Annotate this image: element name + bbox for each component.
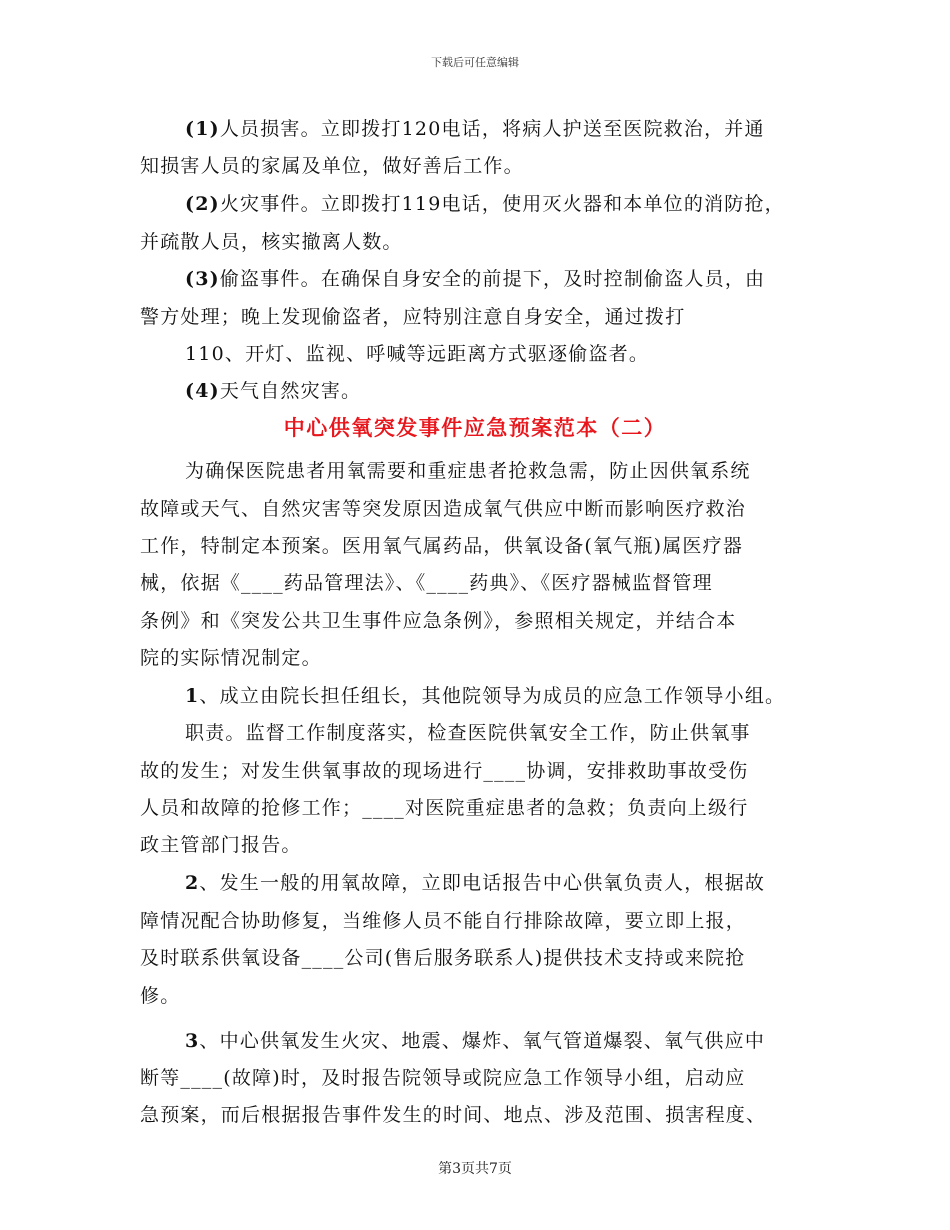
- item-2-line-2: 并疏散人员，核实撤离人数。: [140, 231, 403, 253]
- duty-line: 职责。监督工作制度落实，检查医院供氧安全工作，防止供氧事: [185, 722, 751, 744]
- point-3-line-1: 3、中心供氧发生火灾、地震、爆炸、氧气管道爆裂、氧气供应中: [185, 1030, 766, 1052]
- page-footer: 第3页共7页: [438, 1161, 512, 1177]
- item-1-number: (1): [185, 118, 220, 140]
- item-2-line-1: (2)火灾事件。立即拨打119电话，使用灭火器和本单位的消防抢，: [185, 193, 785, 215]
- item-1-line-2: 知损害人员的家属及单位，做好善后工作。: [140, 155, 524, 177]
- point-2-line: 修。: [140, 985, 181, 1007]
- page-header: 下载后可任意编辑: [431, 56, 519, 69]
- item-4-number: (4): [185, 380, 220, 402]
- point-2-line: 及时联系供氧设备____公司(售后服务联系人)提供技术支持或来院抢: [140, 947, 746, 969]
- point-1-line: 1、成立由院长担任组长，其他院领导为成员的应急工作领导小组。: [185, 685, 786, 707]
- item-3-line-2: 警方处理；晚上发现偷盗者，应特别注意自身安全，通过拨打: [140, 306, 686, 328]
- point-3-number: 3: [185, 1030, 200, 1052]
- intro-line: 条例》和《突发公共卫生事件应急条例》，参照相关规定，并结合本: [140, 610, 737, 632]
- duty-line: 政主管部门报告。: [140, 834, 302, 856]
- point-2-line-1: 2、发生一般的用氧故障，立即电话报告中心供氧负责人，根据故: [185, 872, 766, 894]
- section-title: 中心供氧突发事件应急预案范本（二）: [283, 415, 667, 440]
- point-3-line: 断等____(故障)时，及时报告院领导或院应急工作领导小组，启动应: [140, 1067, 746, 1089]
- point-1-number: 1: [185, 685, 200, 707]
- duty-line: 故的发生；对发生供氧事故的现场进行____协调，安排救助事故受伤: [140, 760, 749, 782]
- duty-line: 人员和故障的抢修工作；____对医院重症患者的急救；负责向上级行: [140, 797, 749, 819]
- item-3-line-1: (3)偷盗事件。在确保自身安全的前提下，及时控制偷盗人员，由: [185, 268, 766, 290]
- item-3-number: (3): [185, 268, 220, 290]
- point-3-line: 急预案，而后根据报告事件发生的时间、地点、涉及范围、损害程度、: [140, 1104, 767, 1126]
- intro-line: 工作，特制定本预案。医用氧气属药品，供氧设备(氧气瓶)属医疗器: [140, 535, 744, 557]
- item-3-line-3: 110、开灯、监视、呼喊等远距离方式驱逐偷盗者。: [185, 343, 650, 365]
- intro-line: 为确保医院患者用氧需要和重症患者抢救急需，防止因供氧系统: [185, 460, 751, 482]
- intro-line: 院的实际情况制定。: [140, 647, 322, 669]
- item-1-line-1: (1)人员损害。立即拨打120电话，将病人护送至医院救治，并通: [185, 118, 765, 140]
- intro-line: 故障或天气、自然灾害等突发原因造成氧气供应中断而影响医疗救治: [140, 498, 747, 520]
- point-2-number: 2: [185, 872, 200, 894]
- point-2-line: 障情况配合协助修复，当维修人员不能自行排除故障，要立即上报，: [140, 910, 747, 932]
- item-4-line-1: (4)天气自然灾害。: [185, 380, 362, 402]
- item-2-number: (2): [185, 193, 220, 215]
- intro-line: 械，依据《____药品管理法》、《____药典》、《医疗器械监督管理: [140, 572, 713, 594]
